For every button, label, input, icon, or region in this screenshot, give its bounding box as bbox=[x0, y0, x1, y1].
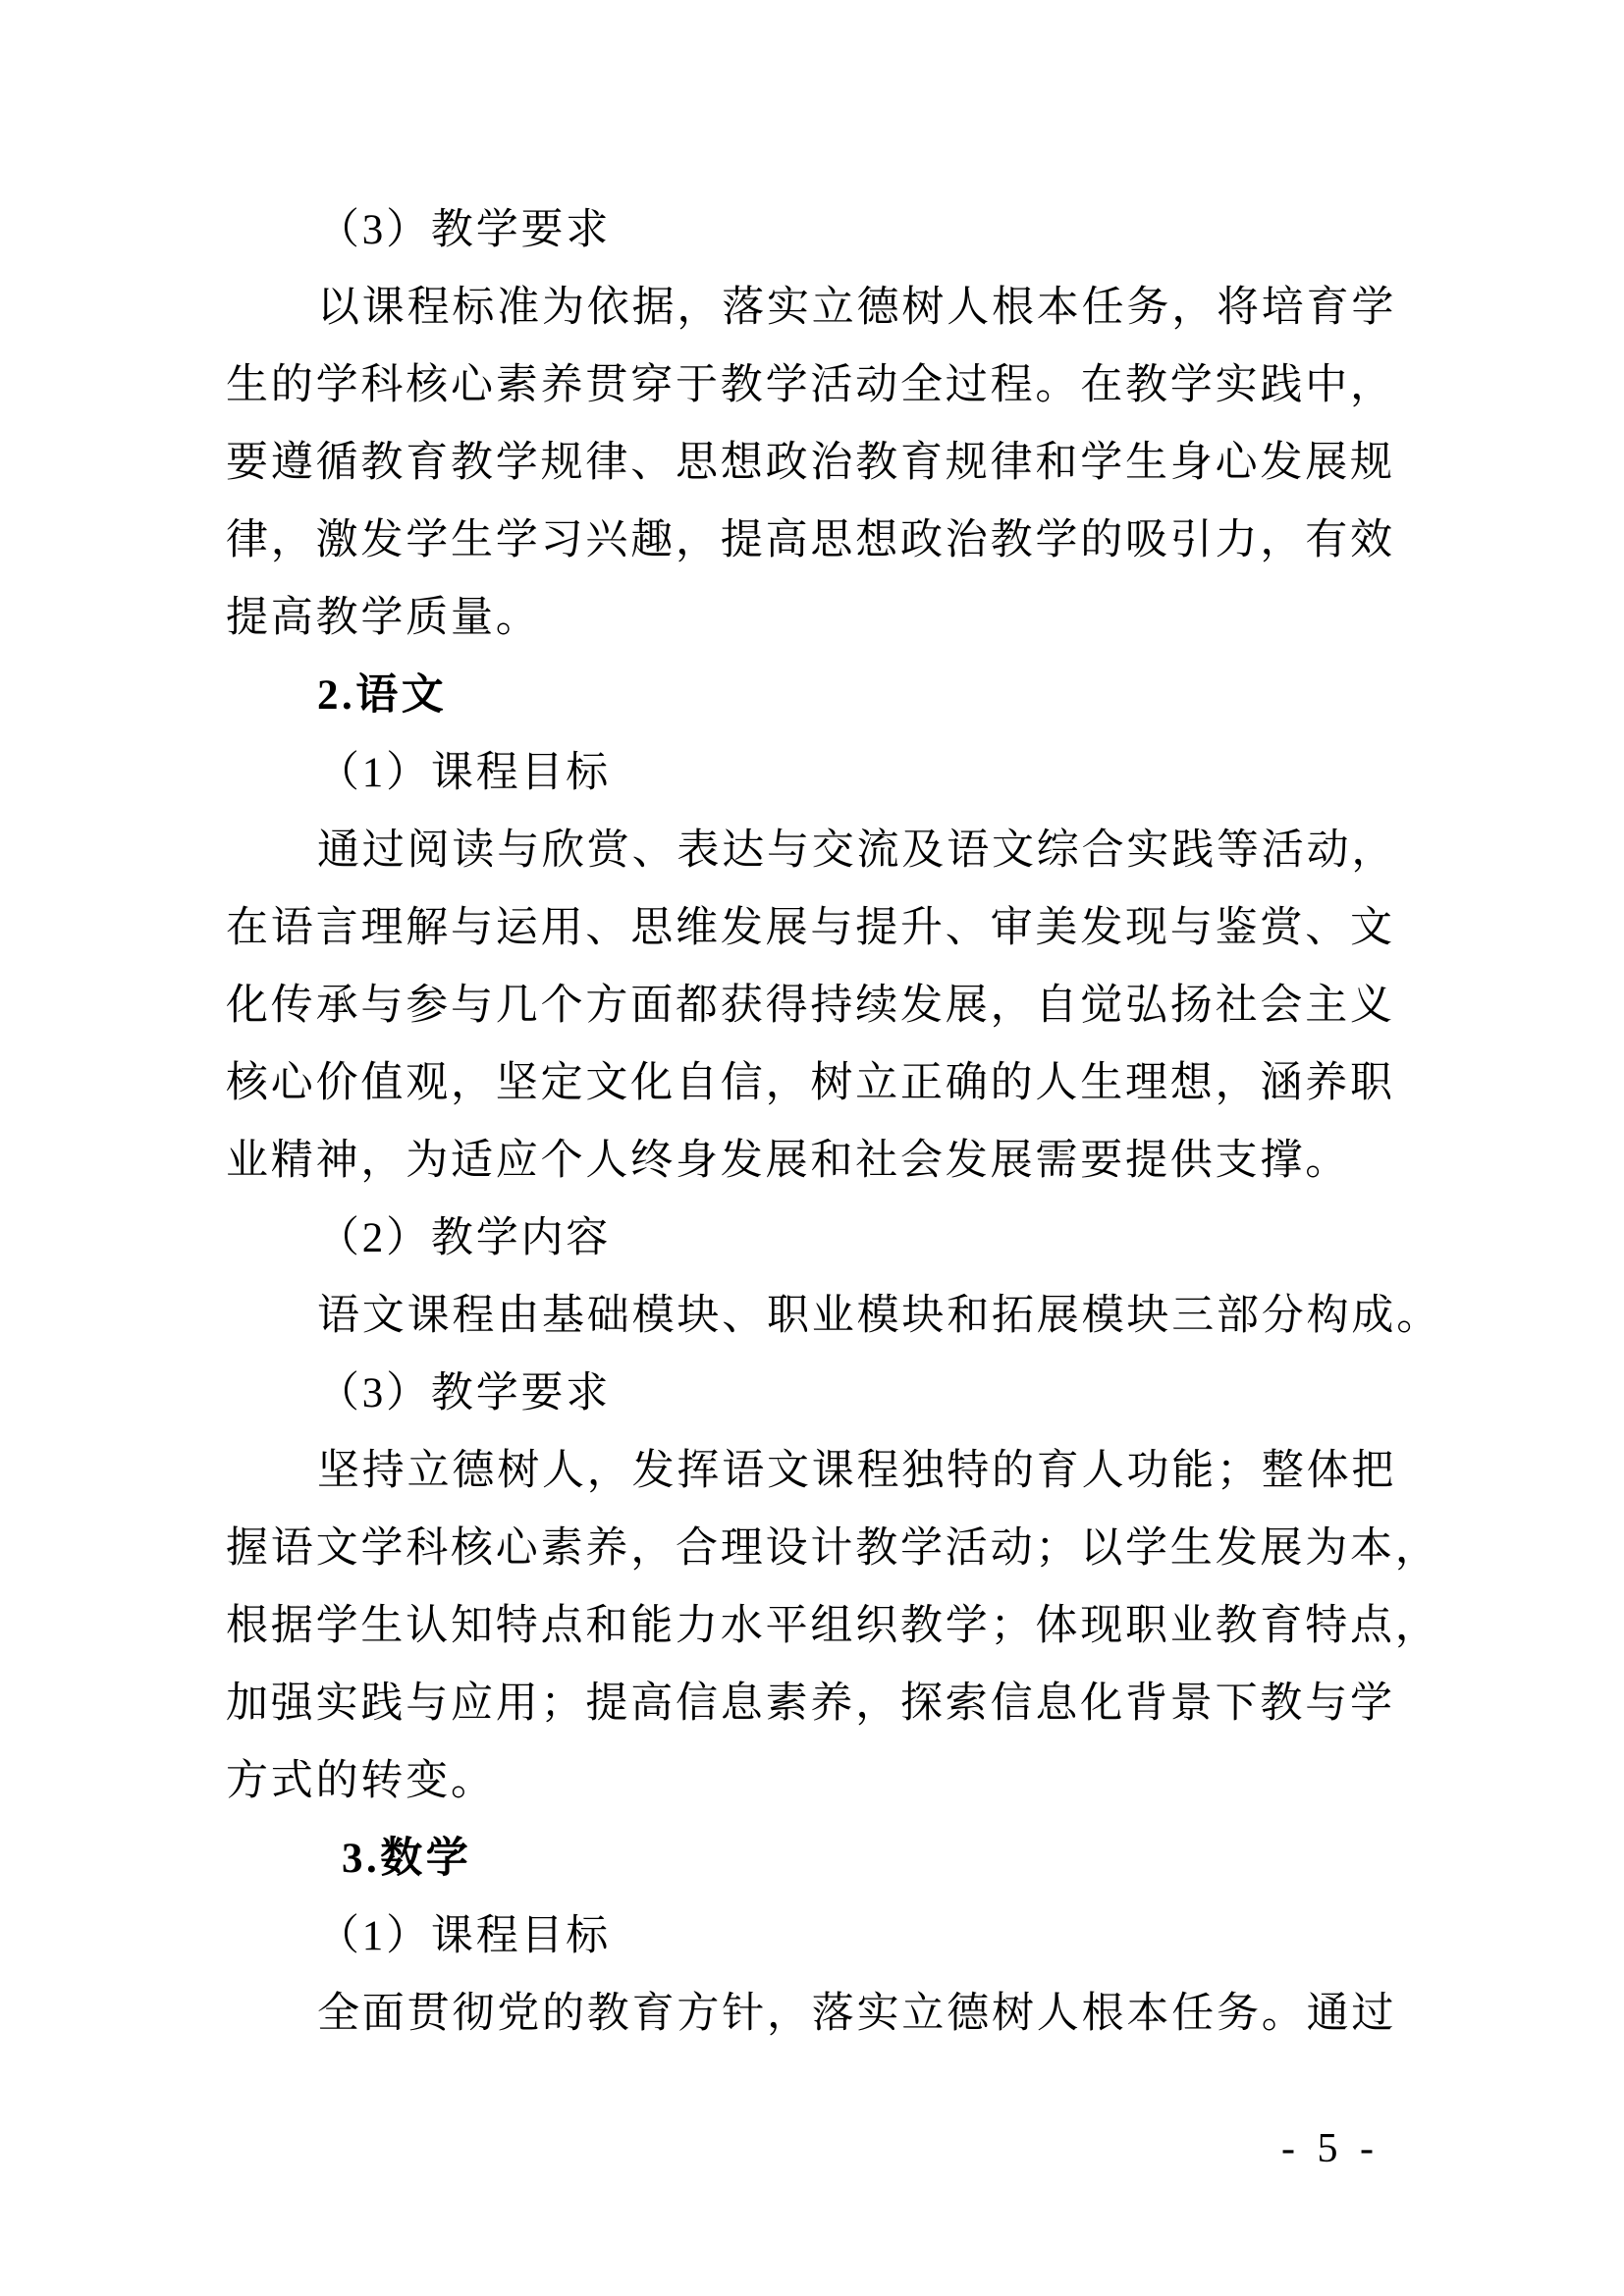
body-text-line: 方式的转变。 bbox=[226, 1758, 496, 1804]
body-text-line: 加强实践与应用；提高信息素养，探索信息化背景下教与学 bbox=[226, 1681, 1395, 1727]
body-text-line: 握语文学科核心素养，合理设计教学活动；以学生发展为本， bbox=[226, 1525, 1440, 1572]
body-text-line: 语文课程由基础模块、职业模块和拓展模块三部分构成。 bbox=[317, 1293, 1441, 1339]
body-text-line: 根据学生认知特点和能力水平组织教学；体现职业教育特点， bbox=[226, 1603, 1440, 1649]
body-text-line: 律，激发学生学习兴趣，提高思想政治教学的吸引力，有效 bbox=[226, 517, 1395, 563]
body-text-line: 坚持立德树人，发挥语文课程独特的育人功能；整体把 bbox=[317, 1448, 1397, 1494]
subheading-1-course-goals: （1）课程目标 bbox=[317, 1913, 612, 1959]
section-heading-3-math: 3.数学 bbox=[342, 1836, 472, 1882]
body-text-line: 要遵循教育教学规律、思想政治教育规律和学生身心发展规 bbox=[226, 440, 1395, 486]
body-text-line: 业精神，为适应个人终身发展和社会发展需要提供支撑。 bbox=[226, 1138, 1350, 1184]
subheading-1-course-goals: （1）课程目标 bbox=[317, 750, 612, 796]
body-text-line: 以课程标准为依据，落实立德树人根本任务，将培育学 bbox=[317, 285, 1397, 331]
body-text-line: 提高教学质量。 bbox=[226, 595, 541, 641]
subheading-3-teaching-requirements: （3）教学要求 bbox=[317, 207, 612, 253]
subheading-2-teaching-content: （2）教学内容 bbox=[317, 1215, 612, 1261]
section-heading-2-chinese: 2.语文 bbox=[317, 672, 448, 719]
body-text-line: 通过阅读与欣赏、表达与交流及语文综合实践等活动， bbox=[317, 828, 1397, 874]
page-number: - 5 - bbox=[1281, 2126, 1380, 2171]
body-text-line: 生的学科核心素养贯穿于教学活动全过程。在教学实践中， bbox=[226, 362, 1395, 408]
body-text-line: 核心价值观，坚定文化自信，树立正确的人生理想，涵养职 bbox=[226, 1060, 1395, 1106]
body-text-line: 在语言理解与运用、思维发展与提升、审美发现与鉴赏、文 bbox=[226, 905, 1395, 951]
text-block bbox=[226, 191, 1441, 2053]
subheading-3-teaching-requirements: （3）教学要求 bbox=[317, 1370, 612, 1416]
body-text-line: 全面贯彻党的教育方针，落实立德树人根本任务。通过 bbox=[317, 1991, 1397, 2037]
body-text-line: 化传承与参与几个方面都获得持续发展，自觉弘扬社会主义 bbox=[226, 983, 1395, 1029]
